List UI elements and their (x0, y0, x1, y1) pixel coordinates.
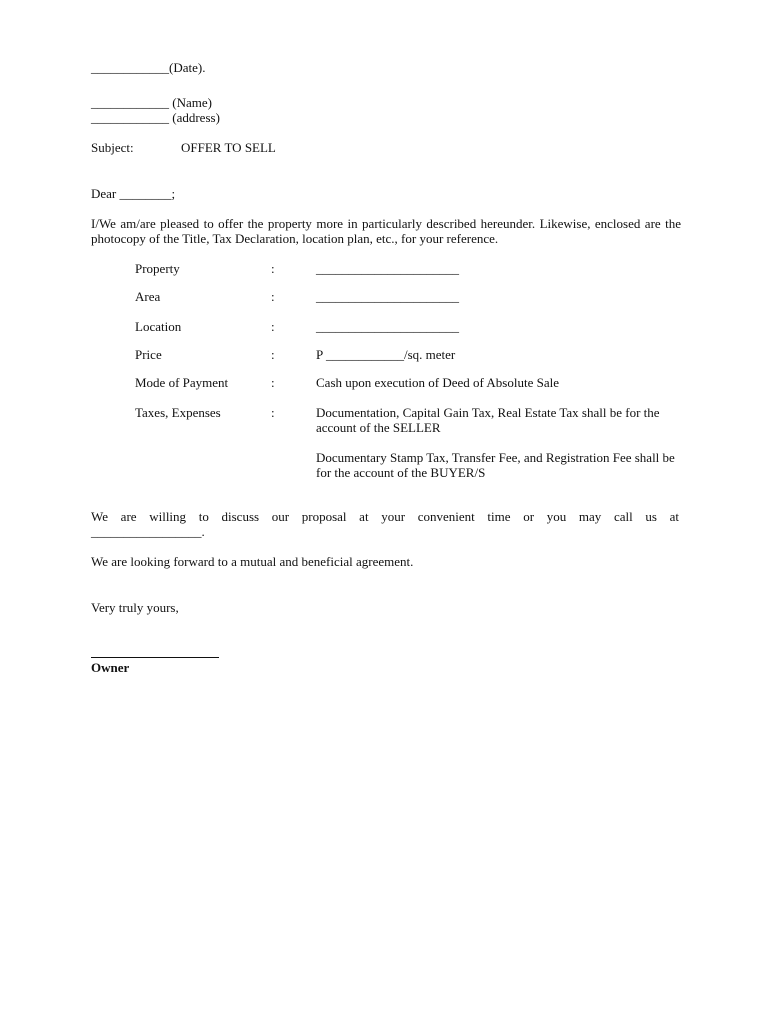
detail-label-mode-of-payment: Mode of Payment (135, 375, 229, 390)
signature-line (91, 657, 219, 658)
detail-separator: : (271, 347, 275, 362)
salutation: Dear ________; (91, 186, 176, 201)
detail-separator: : (271, 319, 275, 334)
detail-value-area: ______________________ (316, 289, 459, 304)
detail-separator: : (271, 405, 275, 420)
forward-paragraph: We are looking forward to a mutual and beneficial agreement. (91, 554, 414, 569)
detail-value-taxes-buyer: Documentary Stamp Tax, Transfer Fee, and Registration Fee shall be for the account of the BUYER/S (316, 450, 675, 480)
subject-label: Subject: (91, 140, 134, 155)
date-line: ____________(Date). (91, 60, 206, 75)
detail-label-property: Property (135, 261, 180, 276)
intro-paragraph: I/We am/are pleased to offer the property more in particularly described hereunder. Likewise, enclosed are the photocopy of the Title, Tax Declaration, location plan, etc., for your reference. (91, 216, 681, 246)
detail-separator: : (271, 289, 275, 304)
discuss-paragraph: We are willing to discuss our proposal at your convenient time or you may call us at _________________. (91, 509, 679, 539)
detail-separator: : (271, 261, 275, 276)
detail-separator: : (271, 375, 275, 390)
closing: Very truly yours, (91, 600, 179, 615)
recipient-name-line: ____________ (Name) (91, 95, 212, 110)
detail-value-price: P ____________/sq. meter (316, 347, 456, 362)
detail-label-location: Location (135, 319, 182, 334)
detail-value-taxes-seller: Documentation, Capital Gain Tax, Real Estate Tax shall be for the account of the SELLER (316, 405, 660, 435)
detail-value-property: ______________________ (316, 261, 459, 276)
detail-label-price: Price (135, 347, 162, 362)
recipient-address-line: ____________ (address) (91, 110, 220, 125)
detail-label-taxes-expenses: Taxes, Expenses (135, 405, 221, 420)
detail-value-mode-of-payment: Cash upon execution of Deed of Absolute Sale (316, 375, 559, 390)
subject-text: OFFER TO SELL (181, 140, 276, 155)
signatory-title: Owner (91, 660, 130, 675)
detail-value-location: ______________________ (316, 319, 459, 334)
detail-label-area: Area (135, 289, 161, 304)
